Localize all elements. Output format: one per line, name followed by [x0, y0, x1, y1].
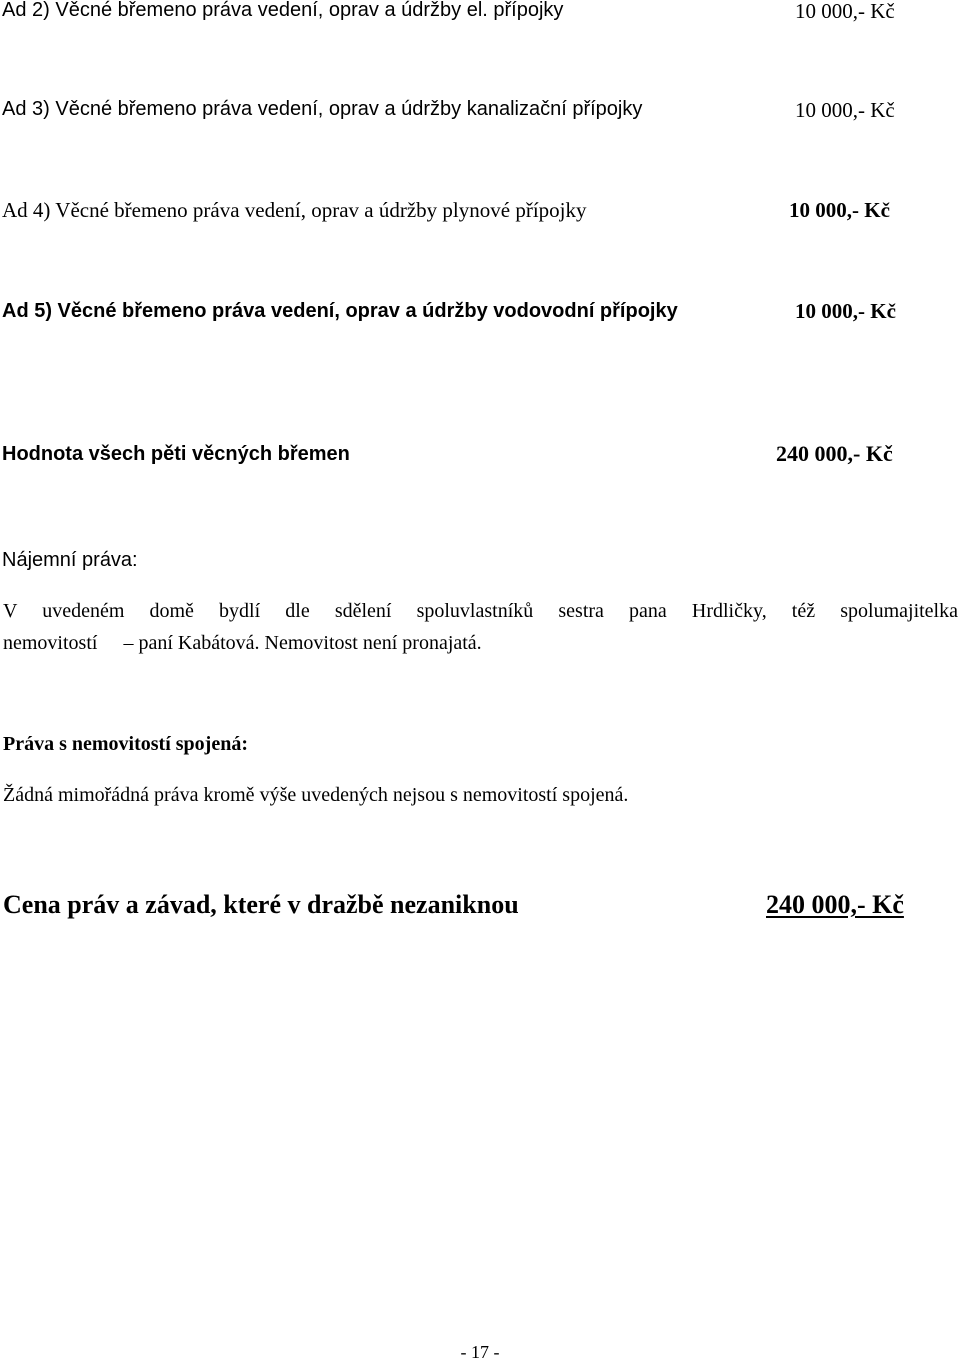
- item-label: Ad 4) Věcné břemeno práva vedení, oprav a údržby plynové přípojky: [2, 198, 587, 222]
- final-label: Cena práv a závad, které v dražbě nezaniknou: [3, 890, 519, 919]
- item-label: Ad 3) Věcné břemeno práva vedení, oprav a údržby kanalizační přípojky: [2, 98, 643, 120]
- final-amount: 240 000,- Kč: [766, 890, 904, 919]
- lease-line-2-end: – paní Kabátová. Nemovitost není pronajatá.: [123, 632, 482, 654]
- rights-heading: Práva s nemovitostí spojená:: [3, 733, 248, 755]
- total-amount: 240 000,- Kč: [776, 441, 893, 466]
- item-amount: 10 000,- Kč: [795, 299, 896, 323]
- item-label: Ad 5) Věcné břemeno práva vedení, oprav a údržby vodovodní přípojky: [2, 300, 678, 322]
- item-amount: 10 000,- Kč: [789, 198, 890, 222]
- lease-paragraph: [3, 595, 958, 659]
- item-amount: 10 000,- Kč: [795, 0, 895, 23]
- total-label: Hodnota všech pěti věcných břemen: [2, 443, 350, 465]
- lease-line-1: V uvedeném domě bydlí dle sdělení spoluvlastníků sestra pana Hrdličky, též spolumajitelka: [3, 600, 958, 622]
- lease-line-2-start: nemovitostí: [3, 632, 98, 654]
- item-label: Ad 2) Věcné břemeno práva vedení, oprav a údržby el. přípojky: [2, 0, 564, 21]
- page-number: - 17 -: [460, 1342, 500, 1362]
- rights-text: Žádná mimořádná práva kromě výše uvedených nejsou s nemovitostí spojená.: [3, 784, 629, 806]
- item-amount: 10 000,- Kč: [795, 98, 895, 122]
- lease-heading: Nájemní práva:: [2, 549, 138, 571]
